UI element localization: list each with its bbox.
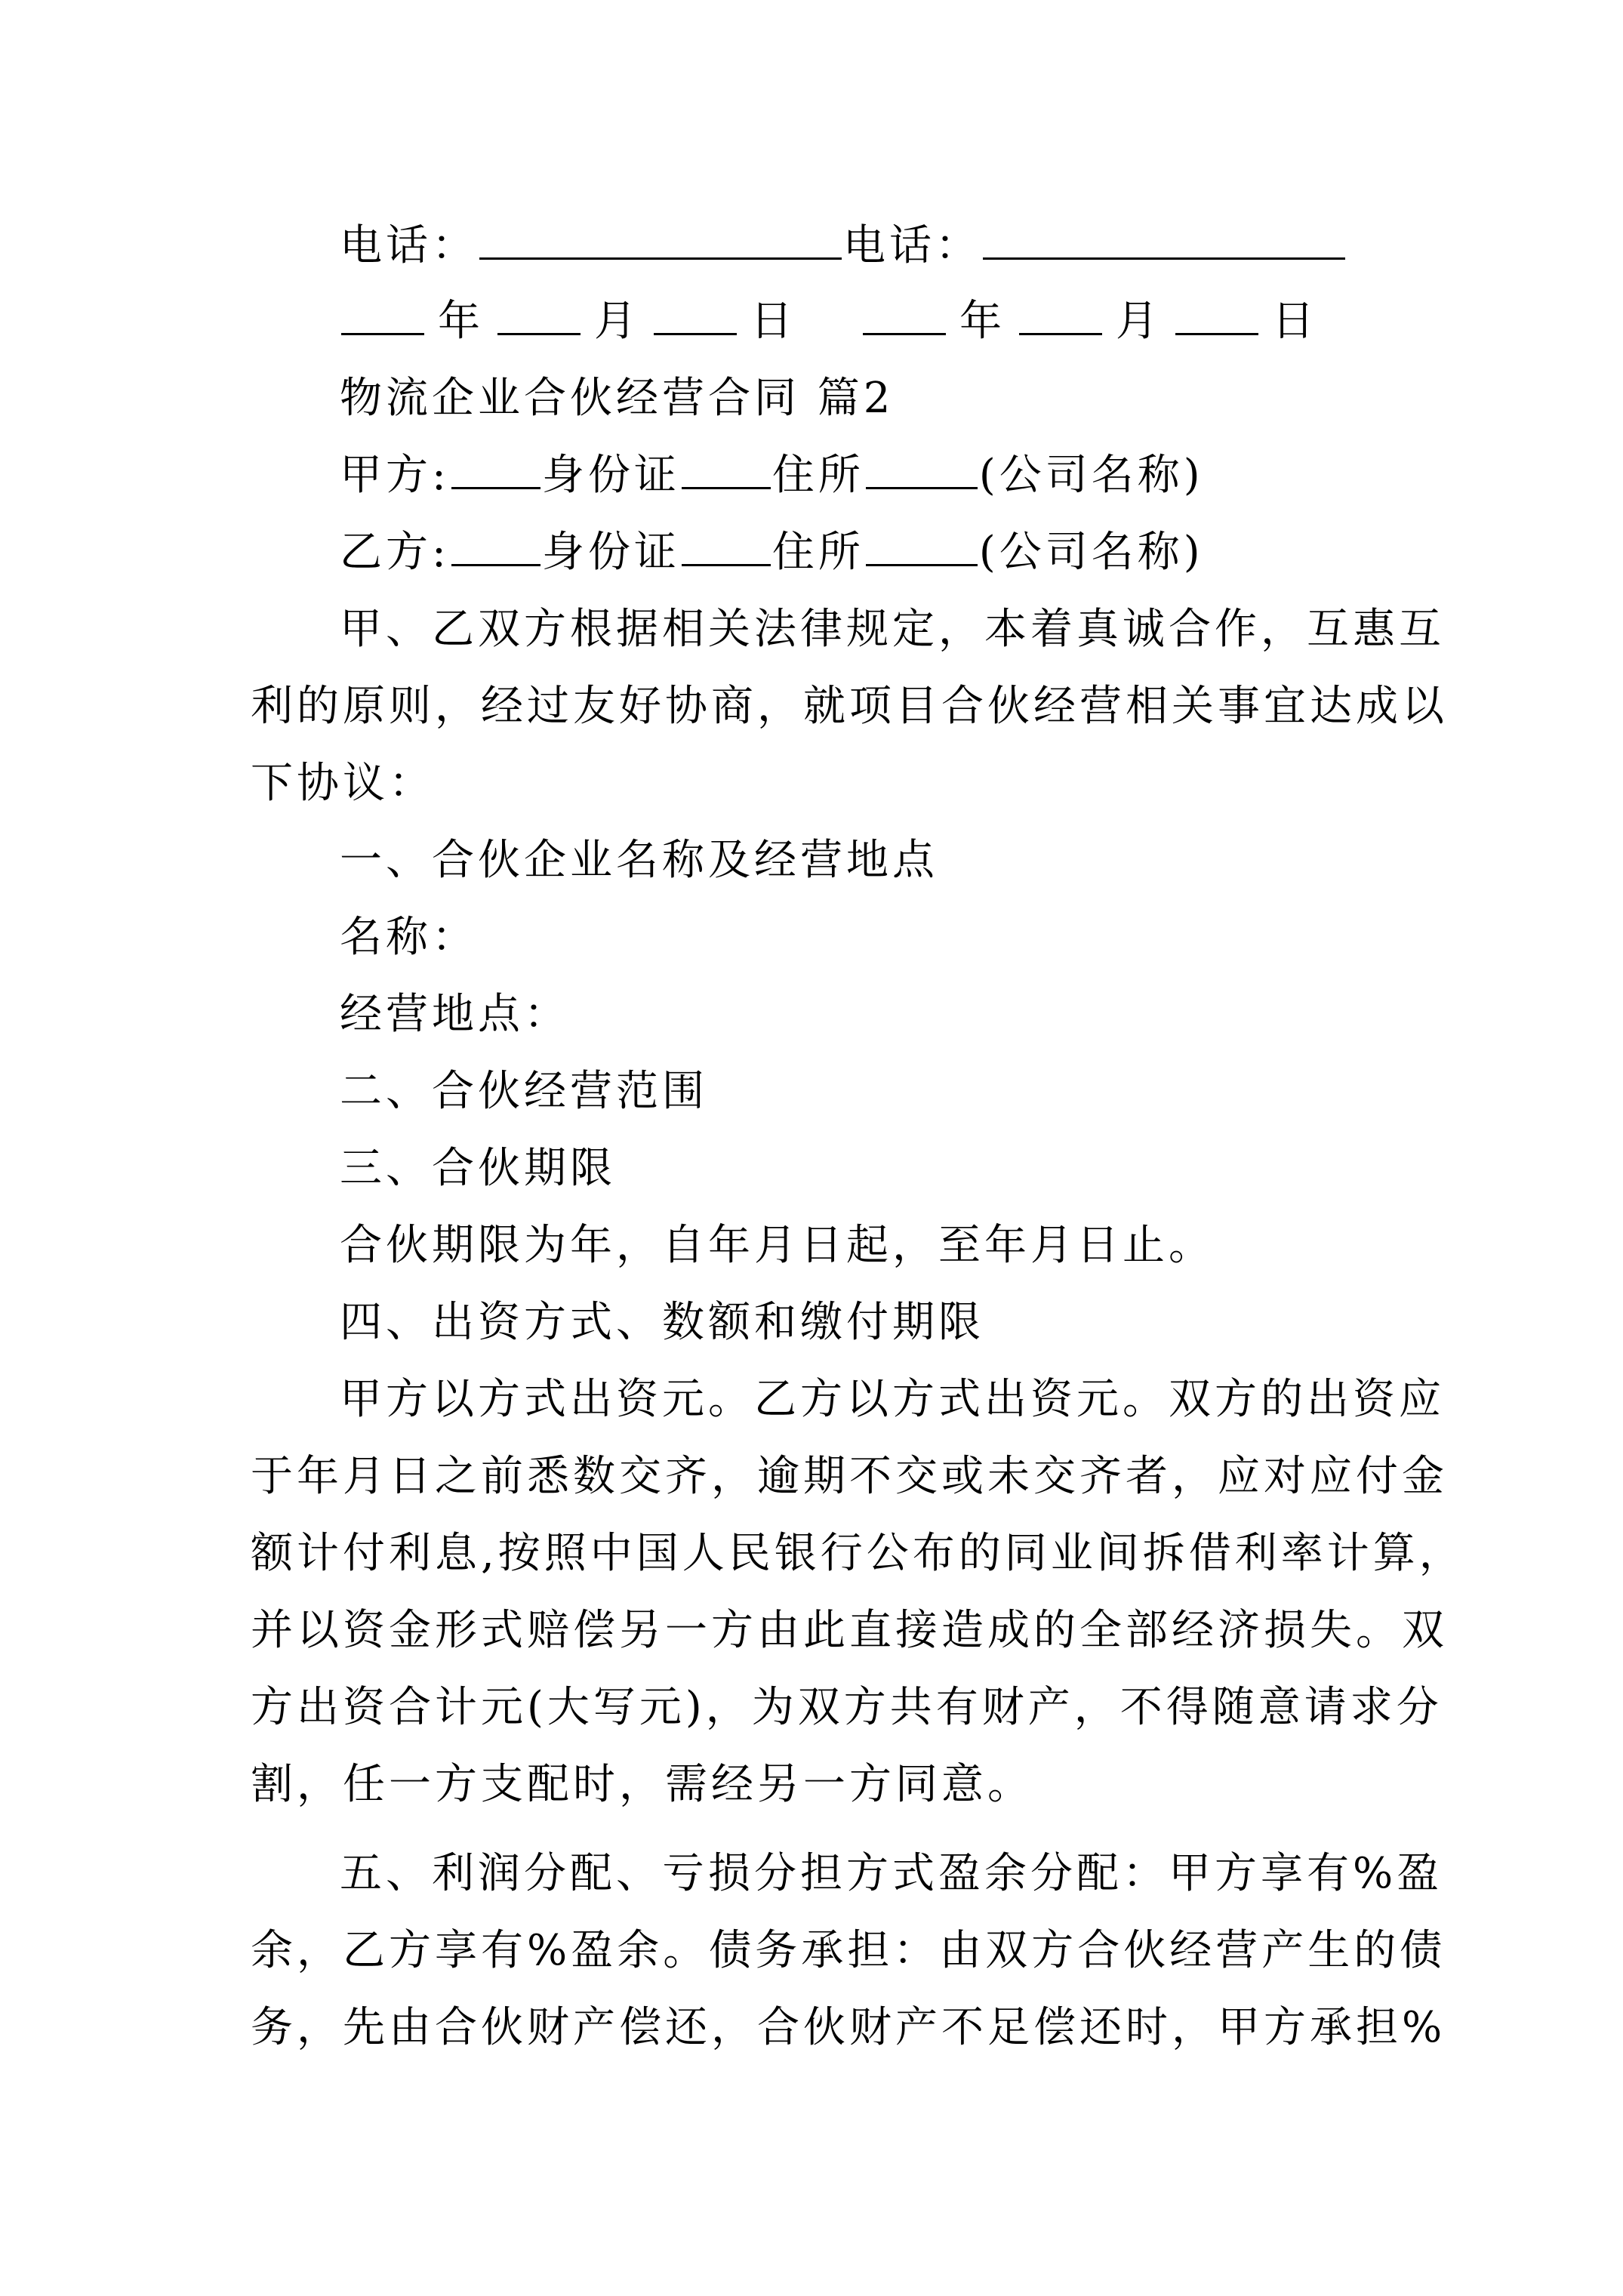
date-line [340, 294, 1472, 349]
date-blank [1175, 295, 1258, 335]
party-a-label: 甲方: [340, 451, 450, 500]
section-3-title: 三、合伙期限 [340, 1144, 616, 1193]
capital-line: 割，任一方支配时，需经另一方同意。 [251, 1760, 1033, 1809]
party-b-id-blank [682, 526, 771, 566]
name-label: 名称： [340, 913, 478, 962]
phone-blank-right [983, 220, 1345, 260]
company-note: (公司名称) [978, 451, 1204, 500]
capital-line: 方出资合计元(大写元)，为双方共有财产，不得随意请求分 [251, 1683, 1443, 1732]
capital-line: 于年月日之前悉数交齐，逾期不交或未交齐者，应对应付金 [251, 1452, 1448, 1501]
section-2-title: 二、合伙经营范围 [340, 1067, 708, 1116]
party-b-address-blank [866, 526, 978, 566]
party-a-name-blank [451, 449, 540, 489]
contract-title: 物流企业合伙经营合同 篇2 [340, 374, 895, 423]
day-label: 日 [750, 297, 796, 346]
address-label: 住所 [771, 451, 864, 500]
location-label: 经营地点： [340, 990, 570, 1039]
phone-line [340, 219, 1472, 273]
intro-line: 甲、乙双方根据相关法律规定，本着真诚合作，互惠互 [340, 605, 1445, 654]
term-text: 合伙期限为年，自年月日起，至年月日止。 [340, 1221, 1215, 1270]
address-label: 住所 [771, 528, 864, 577]
party-a-line [340, 448, 1472, 503]
capital-line: 并以资金形式赔偿另一方由此直接造成的全部经济损失。双 [251, 1606, 1448, 1655]
month-label: 月 [1116, 297, 1162, 346]
date-blank [341, 295, 424, 335]
party-a-address-blank [866, 449, 978, 489]
date-blank [497, 295, 581, 335]
phone-blank-left [479, 220, 842, 260]
id-label: 身份证 [541, 528, 680, 577]
intro-line: 下协议： [251, 759, 435, 808]
phone-label-left: 电话： [340, 221, 478, 270]
month-label: 月 [594, 297, 640, 346]
capital-line: 甲方以方式出资元。乙方以方式出资元。双方的出资应 [340, 1375, 1445, 1424]
date-blank [1019, 295, 1102, 335]
year-label: 年 [959, 297, 1006, 346]
phone-label-right: 电话： [843, 221, 981, 270]
company-note: (公司名称) [978, 528, 1204, 577]
section-4-title: 四、出资方式、数额和缴付期限 [340, 1298, 984, 1347]
date-blank [863, 295, 946, 335]
section-1-title: 一、合伙企业名称及经营地点 [340, 836, 938, 885]
day-label: 日 [1272, 297, 1318, 346]
party-b-label: 乙方: [340, 528, 450, 577]
section-5-line: 务，先由合伙财产偿还，合伙财产不足偿还时，甲方承担% [251, 2003, 1446, 2052]
party-b-name-blank [451, 526, 540, 566]
party-a-id-blank [682, 449, 771, 489]
date-blank [654, 295, 737, 335]
party-b-line [340, 525, 1472, 580]
capital-line: 额计付利息,按照中国人民银行公布的同业间拆借利率计算， [251, 1529, 1465, 1578]
section-5-line: 余，乙方享有%盈余。债务承担：由双方合伙经营产生的债 [251, 1926, 1446, 1975]
section-5-line: 五、利润分配、亏损分担方式盈余分配：甲方享有%盈 [340, 1849, 1443, 1898]
id-label: 身份证 [541, 451, 680, 500]
year-label: 年 [438, 297, 484, 346]
intro-line: 利的原则，经过友好协商，就项目合伙经营相关事宜达成以 [251, 682, 1448, 731]
